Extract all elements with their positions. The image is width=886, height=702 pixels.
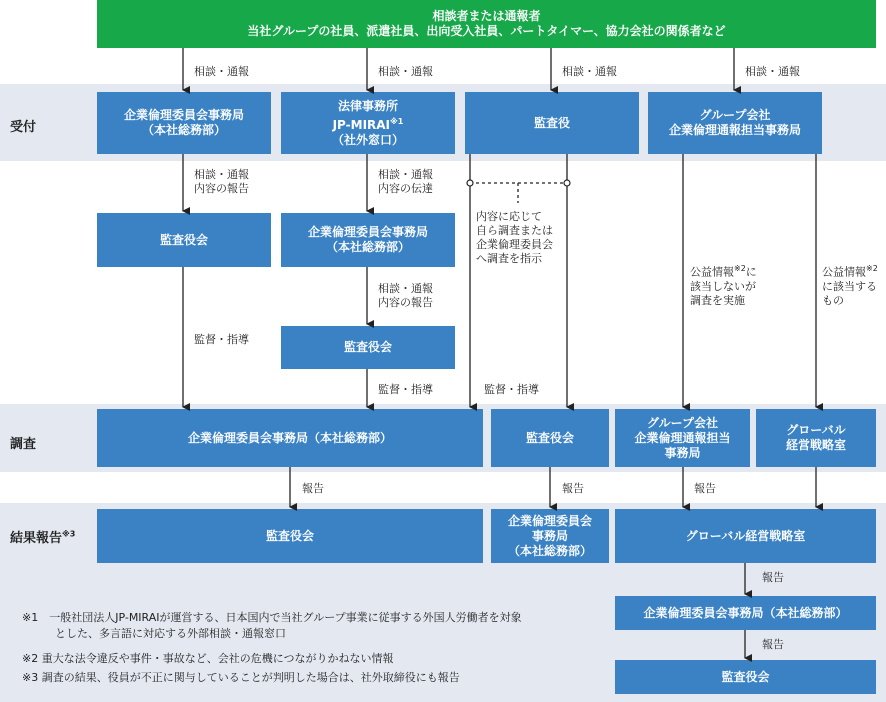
label-report-1: 報告 <box>302 482 324 495</box>
label-supervise-3: 監督・指導 <box>484 383 539 396</box>
dashed-dot-left <box>467 180 473 186</box>
label-public-not: 公益情報$^{※2}$に 該当しないが 調査を実施 <box>690 264 757 307</box>
ethics-office-hq-box-2: 企業倫理委員会事務局 （本社総務部） <box>281 213 455 267</box>
footnote-2: ※2 重大な法令違反や事件・事故など、会社の危機につながりかねない情報 <box>22 652 394 665</box>
group-ethics-office-box: グループ会社 企業倫理通報担当事務局 <box>648 92 822 154</box>
section-results: 結果報告$^{※3}$ <box>10 529 76 546</box>
res-global-box: グローバル経営戦略室 <box>615 509 876 563</box>
res-audit-board-box: 監査役会 <box>97 509 483 563</box>
label-report-content-2: 相談・通報 内容の報告 <box>378 282 433 309</box>
footnote-3: ※3 調査の結果、役員が不正に関与していることが判明した場合は、社外取締役にも報告 <box>22 671 460 684</box>
label-supervise-2: 監督・指導 <box>378 383 433 396</box>
inv-ethics-office-box: 企業倫理委員会事務局（本社総務部） <box>97 409 483 467</box>
res-ethics-office-box: 企業倫理委員会 事務局 （本社総務部） <box>491 509 609 563</box>
section-intake: 受付 <box>10 120 37 135</box>
law-firm-box: 法律事務所 JP-MIRAI$^{※1}$ （社外窓口） <box>281 92 455 154</box>
label-consult-4: 相談・通報 <box>745 65 800 78</box>
res-ethics-office-box-2: 企業倫理委員会事務局（本社総務部） <box>615 596 876 630</box>
audit-board-box-1: 監査役会 <box>97 213 271 267</box>
label-relay-content: 相談・通報 内容の伝達 <box>378 168 433 195</box>
inv-group-office-box: グループ会社 企業倫理通報担当 事務局 <box>615 409 750 467</box>
label-report-3: 報告 <box>694 482 716 495</box>
inv-global-box: グローバル 経営戦略室 <box>756 409 876 467</box>
label-consult-3: 相談・通報 <box>562 65 617 78</box>
audit-board-box-2: 監査役会 <box>281 326 455 369</box>
label-report-content: 相談・通報 内容の報告 <box>194 168 249 195</box>
footnote-1: ※1 一般社団法人JP-MIRAIが運営する、日本国内で当社グループ事業に従事する外国人労働者を対象 とした、多言語に対応する外部相談・通報窓口 <box>22 611 522 640</box>
res-audit-board-box-2: 監査役会 <box>615 660 876 694</box>
label-consult-2: 相談・通報 <box>378 65 433 78</box>
label-public-yes: 公益情報$^{※2}$ に該当する もの <box>822 264 878 307</box>
inv-audit-board-box: 監査役会 <box>491 409 609 467</box>
ethics-office-hq-box: 企業倫理委員会事務局 （本社総務部） <box>97 92 271 154</box>
label-consult-1: 相談・通報 <box>194 65 249 78</box>
label-report-2: 報告 <box>562 482 584 495</box>
dashed-dot-right <box>564 180 570 186</box>
label-supervise-1: 監督・指導 <box>194 333 249 346</box>
label-report-5: 報告 <box>762 638 784 651</box>
auditor-box: 監査役 <box>465 92 639 154</box>
label-auditor-instruct: 内容に応じて 自ら調査または 企業倫理委員会 へ調査を指示 <box>476 210 553 265</box>
reporter-box: 相談者または通報者 当社グループの社員、派遣社員、出向受入社員、パートタイマー、協力会社の関係者など <box>97 0 876 48</box>
label-report-4: 報告 <box>762 571 784 584</box>
section-investigation: 調査 <box>10 437 37 452</box>
